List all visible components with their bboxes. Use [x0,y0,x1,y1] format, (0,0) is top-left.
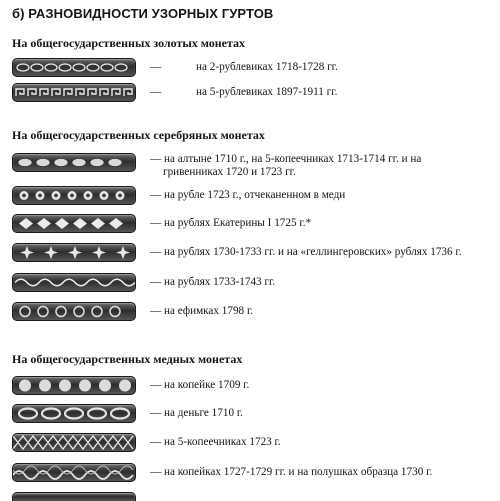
lattice-pattern-edge-image [12,433,136,452]
copper-item-3-text: — на 5-копеечниках 1723 г. [150,436,281,448]
silver-item-1-text [150,153,421,179]
gold-coins-heading: На общегосударственных золотых монетах [12,36,246,50]
copper-item-4-text: — на копейках 1727-1729 гг. и на полушках образца 1730 г. [150,466,433,478]
ring-pattern-edge-image [12,404,136,423]
gold-item-1-text: на 2-рублевиках 1718-1728 гг. [196,61,338,73]
gold-item-2-row [150,86,337,99]
rosette-pattern-edge-image [12,186,136,205]
silver-item-6-text: — на ефимках 1798 г. [150,305,254,317]
dash: — [150,61,162,73]
gold-item-2-text: на 5-рублевиках 1897-1911 гг. [196,86,338,98]
leaf-pattern-edge-image [12,214,136,233]
meander-pattern-edge-image [12,83,136,102]
circle-pattern-edge-image [12,302,136,321]
gold-item-1-row [150,61,338,74]
copper-item-1-text: — на копейке 1709 г. [150,379,250,391]
silver-item-3-text: — на рублях Екатерины I 1725 г.* [150,217,312,229]
copper-item-2-text: — на деньге 1710 г. [150,407,243,419]
silver-item-4-text: — на рублях 1730-1733 гг. и на «геллингеровских» рублях 1736 г. [150,246,462,258]
silver-item-1-line2: гривенниках 1720 и 1723 гг. [163,166,296,178]
silver-coins-heading: На общегосударственных серебряных монетах [12,128,265,142]
copper-coins-heading: На общегосударственных медных монетах [12,352,243,366]
vine-pattern-edge-image [12,273,136,292]
wave-pattern-edge-image [12,463,136,482]
star-pattern-edge-image [12,243,136,262]
silver-item-5-text: — на рублях 1733-1743 гг. [150,276,276,288]
silver-item-2-text: — на рубле 1723 г., отчеканенном в меди [150,189,346,201]
chain-pattern-edge-image [12,58,136,77]
section-title: б) РАЗНОВИДНОСТИ УЗОРНЫХ ГУРТОВ [12,6,274,21]
silver-item-1-line1: — на алтыне 1710 г., на 5-копеечниках 1713-1714 гг. и на [150,153,422,165]
oval-link-pattern-edge-image [12,153,136,172]
dash: — [150,86,162,98]
disc-pattern-edge-image [12,376,136,395]
